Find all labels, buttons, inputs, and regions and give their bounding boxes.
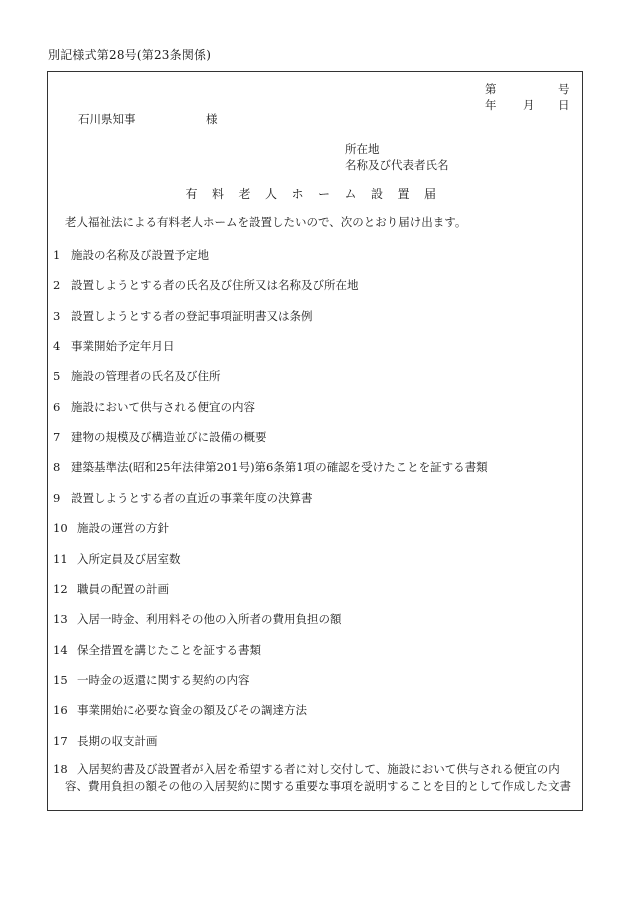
item-text: 施設の名称及び設置予定地: [71, 248, 209, 262]
item-4: [53, 339, 175, 353]
item-number: 7: [53, 430, 61, 445]
item-7: [53, 430, 267, 444]
item-1: [53, 248, 209, 262]
item-text: 施設において供与される便宜の内容: [71, 399, 255, 414]
item-text-line1: 入居契約書及び設置者が入居を希望する者に対し交付して、施設において供与される便宜の内: [77, 762, 560, 776]
applicant-name-label: 名称及び代表者氏名: [345, 158, 449, 172]
item-text: 長期の収支計画: [77, 733, 158, 748]
addressee-name: 石川県知事: [78, 112, 136, 126]
applicant-address-label: 所在地: [345, 142, 380, 156]
item-18: [53, 761, 581, 795]
addressee-honorific: 様: [206, 112, 218, 126]
item-11: [53, 552, 181, 566]
item-number: 14: [53, 642, 68, 657]
item-number: 1: [53, 248, 61, 262]
item-text: 設置しようとする者の登記事項証明書又は条例: [71, 308, 313, 323]
notification-form: [47, 71, 583, 811]
item-text: 建築基準法(昭和25年法律第201号)第6条第1項の確認を受けたことを証する書類: [71, 460, 488, 475]
item-text-line2: 容、費用負担の額その他の入居契約に関する重要な事項を説明することを目的として作成した文書: [65, 779, 571, 793]
date-year: 年: [485, 98, 497, 112]
doc-number-prefix: 第: [485, 82, 497, 96]
item-16: [53, 703, 307, 717]
item-text: 事業開始に必要な資金の額及びその調達方法: [77, 703, 307, 718]
item-number: 10: [53, 521, 68, 536]
document-title: 有料老人ホーム設置届: [185, 187, 451, 201]
item-number: 11: [53, 551, 68, 566]
item-14: [53, 643, 261, 657]
item-8: [53, 460, 488, 474]
item-12: [53, 582, 169, 596]
item-number: 16: [53, 703, 68, 718]
item-17: [53, 734, 158, 748]
item-text: 建物の規模及び構造並びに設備の概要: [71, 430, 267, 445]
item-number: 13: [53, 612, 68, 627]
intro-text: 老人福祉法による有料老人ホームを設置したいので、次のとおり届け出ます。: [65, 215, 467, 229]
item-number: 12: [53, 581, 68, 596]
item-text: 設置しようとする者の氏名及び住所又は名称及び所在地: [71, 278, 359, 293]
item-text: 施設の管理者の氏名及び住所: [71, 369, 221, 384]
item-text: 一時金の返還に関する契約の内容: [77, 672, 250, 687]
item-13: [53, 612, 342, 626]
item-2: [53, 278, 359, 292]
item-number: 9: [53, 490, 61, 505]
item-number: 3: [53, 308, 61, 323]
item-text: 職員の配置の計画: [77, 581, 169, 596]
date-day: 日: [558, 98, 570, 112]
item-number: 18: [53, 762, 68, 776]
item-text: 入居一時金、利用料その他の入所者の費用負担の額: [77, 612, 342, 627]
form-label: 別記様式第28号(第23条関係): [48, 48, 212, 62]
item-number: 4: [53, 339, 61, 354]
item-15: [53, 673, 250, 687]
item-text: 保全措置を講じたことを証する書類: [77, 642, 261, 657]
date-month: 月: [523, 98, 535, 112]
item-text: 事業開始予定年月日: [71, 339, 175, 354]
item-number: 6: [53, 399, 61, 414]
item-text: 施設の運営の方針: [77, 521, 169, 536]
item-5: [53, 369, 221, 383]
doc-number-suffix: 号: [558, 82, 570, 96]
item-text: 設置しようとする者の直近の事業年度の決算書: [71, 490, 313, 505]
item-number: 5: [53, 369, 61, 384]
item-number: 15: [53, 672, 68, 687]
item-number: 2: [53, 278, 61, 293]
item-number: 17: [53, 733, 68, 748]
item-6: [53, 400, 255, 414]
item-number: 8: [53, 460, 61, 475]
item-3: [53, 309, 313, 323]
item-text: 入所定員及び居室数: [77, 551, 181, 566]
item-10: [53, 521, 169, 535]
item-9: [53, 491, 313, 505]
